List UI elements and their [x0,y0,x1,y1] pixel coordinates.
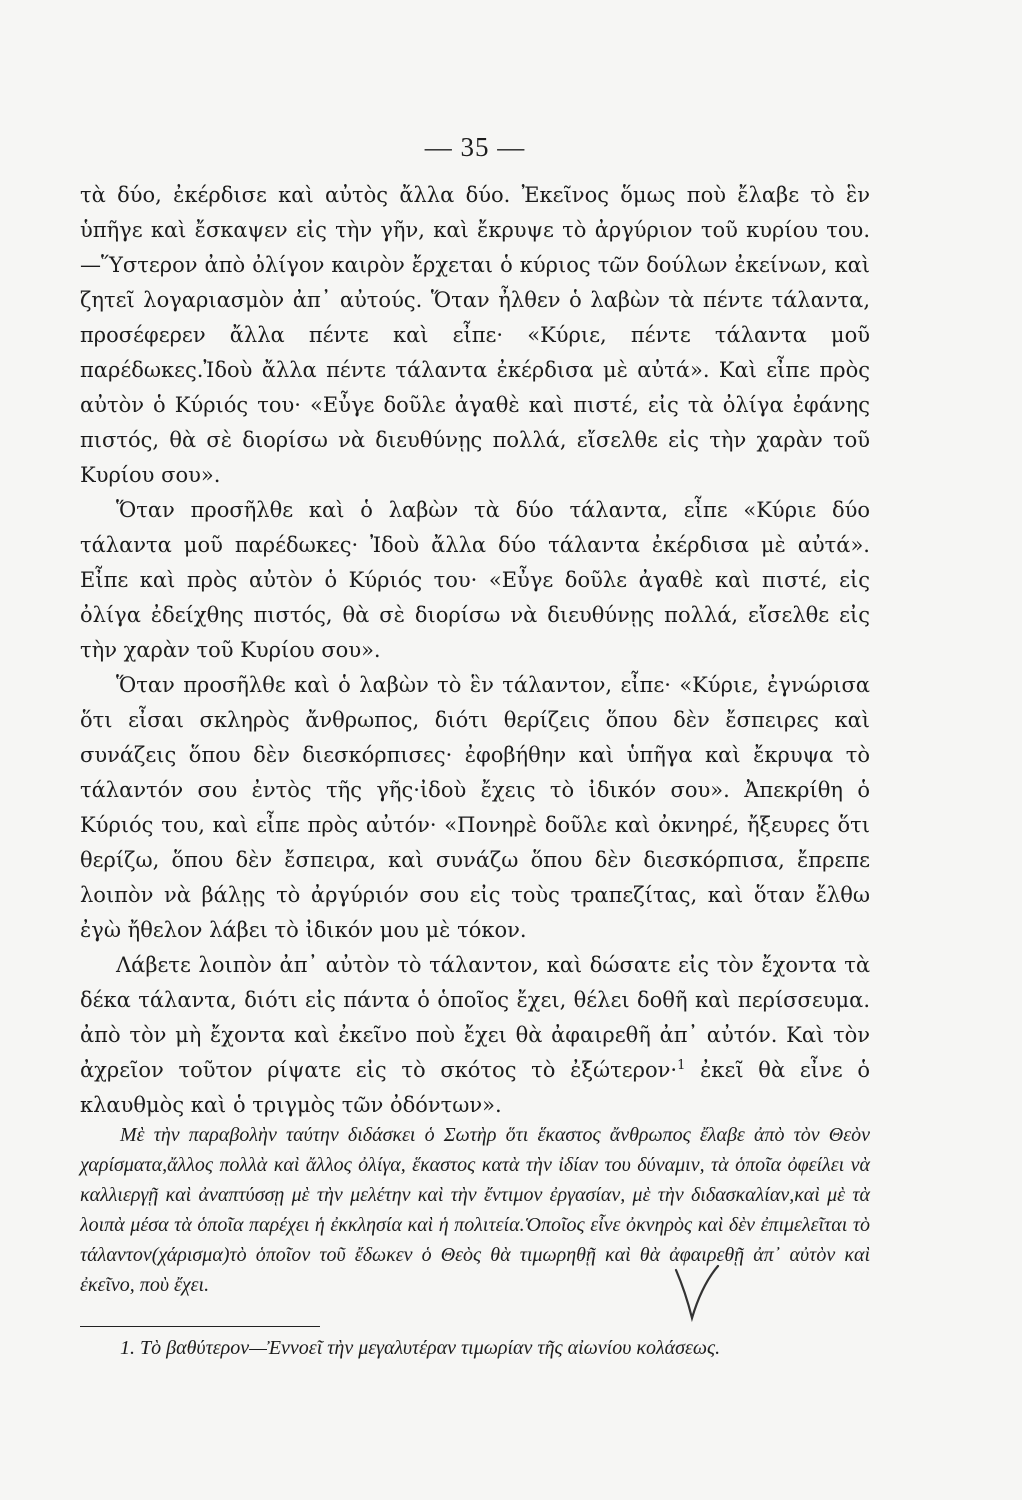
paragraph [80,948,870,1123]
paragraph: Ὅταν προσῆλθε καὶ ὁ λαβὼν τὸ ἓν τάλαντον, εἶπε· «Κύριε, ἐγνώρισα ὅτι εἶσαι σκληρὸς ἄνθρωπος, διότι θερίζεις ὅπου δὲν ἔσπειρες καὶ συνάζεις ὅπου δὲν διεσκόρπισες· ἐφοβήθην καὶ ὑπῆγα καὶ ἔκρυψα τὸ τάλαντόν σου ἐντὸς τῆς γῆς·ἰδοὺ ἔχεις τὸ ἰδικόν σου». Ἀπεκρίθη ὁ Κύριός του, καὶ εἶπε πρὸς αὐτόν· «Πονηρὲ δοῦλε καὶ ὀκνηρέ, ἤξευρες ὅτι θερίζω, ὅπου δὲν ἔσπειρα, καὶ συνάζω ὅπου δὲν διεσκόρπισα, ἔπρεπε λοιπὸν νὰ βάλῃς τὸ ἀργύριόν σου εἰς τοὺς τραπεζίτας, καὶ ὅταν ἔλθω ἐγὼ ἤθελον λάβει τὸ ἰδικόν μου μὲ τόκον. [80,673,870,942]
page-number: — 35 — [424,132,526,162]
paragraph-text: ἐκεῖ θὰ εἶνε ὁ κλαυθμὸς καὶ ὁ τριγμὸς τῶν ὀδόντων». [80,1058,870,1117]
main-text [80,178,870,1123]
paragraph-text: Λάβετε λοιπὸν ἀπ᾿ αὐτὸν τὸ τάλαντον, καὶ δώσατε εἰς τὸν ἔχοντα τὰ δέκα τάλαντα, διότι εἰς πάντα ὁ ὁποῖος ἔχει, θέλει δοθῆ καὶ περίσσευμα. ἀπὸ τὸν μὴ ἔχοντα καὶ ἐκεῖνο ποὺ ἔχει θὰ ἀφαιρεθῆ ἀπ᾿ αὐτόν. Καὶ τὸν ἀχρεῖον τοῦτον ρίψατε εἰς τὸ σκότος τὸ ἐξώτερον· [80,953,870,1082]
handwritten-check-mark [672,1262,722,1322]
paragraph: Ὅταν προσῆλθε καὶ ὁ λαβὼν τὰ δύο τάλαντα, εἶπε «Κύριε δύο τάλαντα μοῦ παρέδωκες· Ἰδοὺ ἄλλα δύο τάλαντα ἐκέρδισα μὲ αὐτά». Εἶπε καὶ πρὸς αὐτὸν ὁ Κύριός του· «Εὖγε δοῦλε ἀγαθὲ καὶ πιστέ, εἰς ὀλίγα ἐδείχθης πιστός, θὰ σὲ διορίσω νὰ διευθύνῃς πολλά, εἴσελθε εἰς τὴν χαρὰν τοῦ Κυρίου σου». [80,498,870,662]
footnote-text: 1. Τὸ βαθύτερον—Ἐννοεῖ τὴν μεγαλυτέραν τιμωρίαν τῆς αἰωνίου κολάσεως. [120,1337,721,1359]
footnote-divider [80,1326,320,1327]
book-page [80,0,870,1500]
commentary-text: Μὲ τὴν παραβολὴν ταύτην διδάσκει ὁ Σωτὴρ ὅτι ἕκαστος ἄνθρωπος ἔλαβε ἀπὸ τὸν Θεὸν χαρίσματα,ἄλλος πολλὰ καὶ ἄλλος ὀλίγα, ἕκαστος κατὰ τὴν ἰδίαν του δύναμιν, τὰ ὁποῖα ὀφείλει νὰ καλλιεργῇ καὶ ἀναπτύσσῃ μὲ τὴν μελέτην καὶ τὴν ἔντιμον ἐργασίαν, μὲ τὴν διδασκαλίαν,καὶ μὲ τὰ λοιπὰ μέσα τὰ ὁποῖα παρέχει ἡ ἐκκλησία καὶ ἡ πολιτεία.Ὁποῖος εἶνε ὀκνηρὸς καὶ δὲν ἐπιμελεῖται τὸ τάλαντον(χάρισμα)τὸ ὁποῖον τοῦ ἔδωκεν ὁ Θεὸς θὰ τιμωρηθῇ καὶ θὰ ἀφαιρεθῇ ἀπ᾿ αὐτὸν καὶ ἐκεῖνο, ποὺ ἔχει. [80,1124,870,1296]
footnote [80,1334,870,1362]
paragraph: τὰ δύο, ἐκέρδισε καὶ αὐτὸς ἄλλα δύο. Ἐκεῖνος ὅμως ποὺ ἔλαβε τὸ ἓν ὑπῆγε καὶ ἔσκαψεν εἰς τὴν γῆν, καὶ ἔκρυψε τὸ ἀργύριον τοῦ κυρίου του.—Ὕστερον ἀπὸ ὀλίγον καιρὸν ἔρχεται ὁ κύριος τῶν δούλων ἐκείνων, καὶ ζητεῖ λογαριασμὸν ἀπ᾿ αὐτούς. Ὅταν ἦλθεν ὁ λαβὼν τὰ πέντε τάλαντα, προσέφερεν ἄλλα πέντε καὶ εἶπε· «Κύριε, πέντε τάλαντα μοῦ παρέδωκες.Ἰδοὺ ἄλλα πέντε τάλαντα ἐκέρδισα μὲ αὐτά». Καὶ εἶπε πρὸς αὐτὸν ὁ Κύριός του· «Εὖγε δοῦλε ἀγαθὲ καὶ πιστέ, εἰς τὰ ὀλίγα ἐφάνης πιστός, θὰ σὲ διορίσω νὰ διευθύνῃς πολλά, εἴσελθε εἰς τὴν χαρὰν τοῦ Κυρίου σου». [80,183,870,487]
footnote-marker: 1 [677,1058,686,1073]
commentary-note [80,1120,870,1300]
